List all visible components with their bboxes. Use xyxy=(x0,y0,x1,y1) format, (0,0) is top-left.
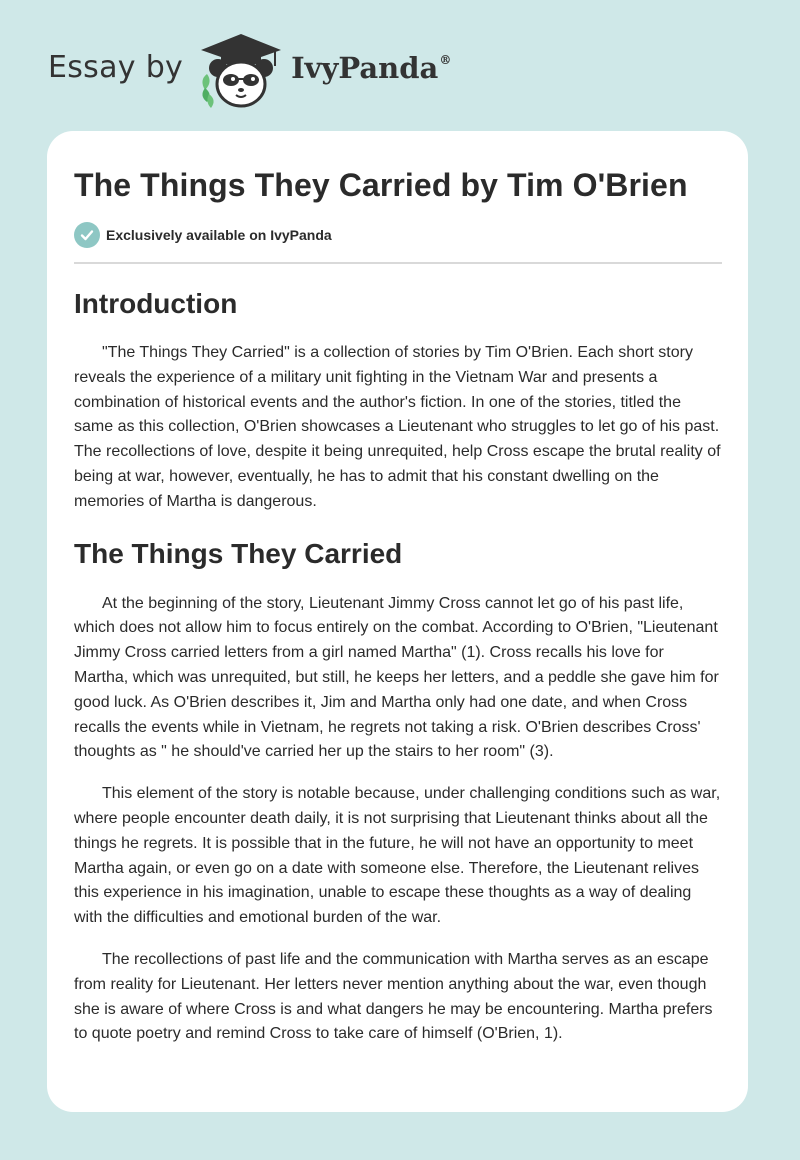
section-heading-things-they-carried: The Things They Carried xyxy=(74,537,403,569)
paragraph: The recollections of past life and the communication with Martha serves as an escape from reality for Lieutenant. Her letters never mention anything about the war, even though she is aware of where Cross is and what dangers he may be encountering. Martha prefers to quote poetry and remind Cross to take care of himself (O'Brien, 1). xyxy=(74,950,713,1043)
brand-name[interactable]: IvyPanda® xyxy=(291,51,452,85)
trademark-symbol: ® xyxy=(439,53,452,67)
essay-by-label: Essay by xyxy=(48,49,184,85)
exclusive-badge xyxy=(74,222,722,248)
site-header xyxy=(48,30,451,110)
divider xyxy=(74,262,722,264)
paragraph: "The Things They Carried" is a collection of stories by Tim O'Brien. Each short story reveals the experience of a military unit fighting in the Vietnam War and presents a combination of historical events and the author's fiction. In one of the stories, titled the same as this collection, O'Brien showcases a Lieutenant who struggles to let go of his past. The recollections of love, despite it being unrequited, help Cross escape the brutal reality of being at war, however, eventually, he has to admit that his constant dwelling on the memories of Martha is dangerous. xyxy=(74,344,721,510)
essay-card xyxy=(47,131,748,1112)
paragraph: At the beginning of the story, Lieutenant Jimmy Cross cannot let go of his past life, which does not allow him to focus entirely on the combat. According to O'Brien, "Lieutenant Jimmy Cross carried letters from a girl named Martha" (1). Cross recalls his love for Martha, which was unrequited, but still, he keeps her letters, and a peddle she gave him for good luck. As O'Brien describes it, Jim and Martha only had one date, and when Cross recalls the events while in Vietnam, he regrets not taking a risk. O'Brien describes Cross' thoughts as " he should've carried her up the stairs to her room" (3). xyxy=(74,594,719,761)
section-heading-introduction: Introduction xyxy=(74,288,238,319)
check-icon xyxy=(74,222,100,248)
panda-graduate-icon xyxy=(195,30,287,110)
page-title: The Things They Carried by Tim O'Brien xyxy=(74,167,688,203)
exclusive-text: Exclusively available on IvyPanda xyxy=(106,227,332,243)
paragraph: This element of the story is notable because, under challenging conditions such as war, where people encounter death daily, it is not surprising that Lieutenant thinks about all the things he regrets. It is possible that in the future, he will not have an opportunity to meet Martha again, or even go on a date with someone else. Therefore, the Lieutenant relives this experience in his imagination, unable to escape these thoughts as a way of dealing with the difficulties and emotional burden of the war. xyxy=(74,785,721,927)
